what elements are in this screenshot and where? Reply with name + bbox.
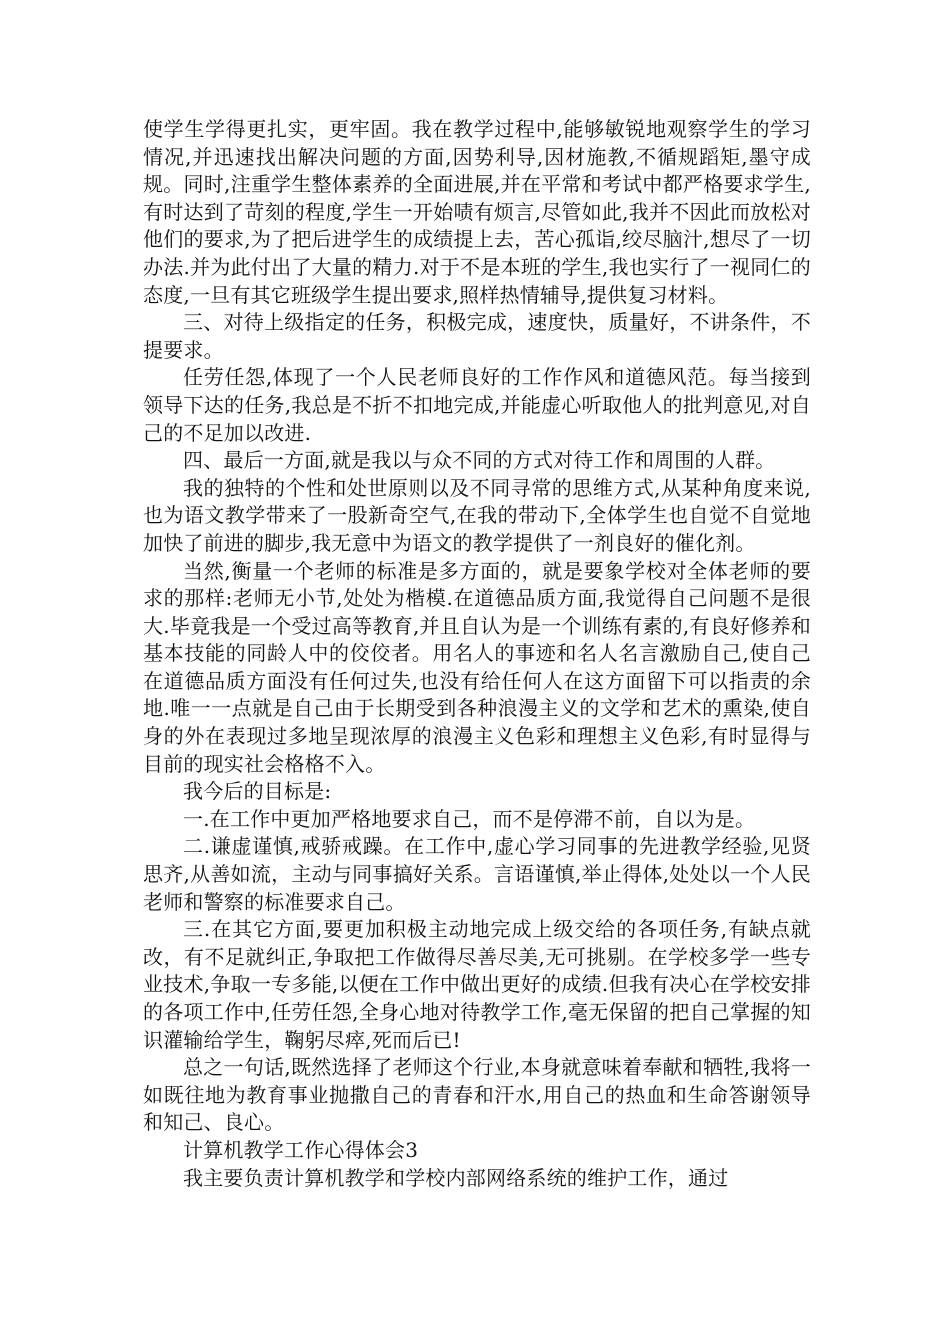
paragraph-6: 当然,衡量一个老师的标准是多方面的，就是要象学校对全体老师的要求的那样:老师无小节,处处为楷模.在道德品质方面,我觉得自己问题不是很大.毕竟我是一个受过高等教育,并且自认为是一个训练有素的,有良好修养和基本技能的同龄人中的佼佼者。用名人的事迹和名人名言激励自己,使自己在道德品质方面没有任何过失,也没有给任何人在这方面留下可以指责的余地.唯一一点就是自己由于长期受到各种浪漫主义的文学和艺术的熏染,使自身的外在表现过多地呈现浓厚的浪漫主义色彩和理想主义色彩,有时显得与目前的现实社会格格不入。 xyxy=(143,558,811,776)
section-heading: 计算机教学工作心得体会3 xyxy=(183,1137,419,1162)
paragraph-4: 四、最后一方面,就是我以与众不同的方式对待工作和周围的人群。 xyxy=(183,448,776,473)
paragraph-2: 三、对待上级指定的任务，积极完成，速度快，质量好，不讲条件，不提要求。 xyxy=(143,310,811,362)
paragraph-9: 二.谦虚谨慎,戒骄戒躁。在工作中,虚心学习同事的先进教学经验,见贤思齐,从善如流，主动与同事搞好关系。言语谨慎,举止得体,处处以一个人民老师和警察的标准要求自己。 xyxy=(143,834,811,914)
paragraph-1: 使学生学得更扎实，更牢固。我在教学过程中,能够敏锐地观察学生的学习情况,并迅速找出解决问题的方面,因势利导,因材施教,不循规蹈矩,墨守成规。同时,注重学生整体素养的全面进展,并在平常和考试中都严格要求学生,有时达到了苛刻的程度,学生一开始啧有烦言,尽管如此,我并不因此而放松对他们的要求,为了把后进学生的成绩提上去，苦心孤诣,绞尽脑汁,想尽了一切办法.并为此付出了大量的精力.对于不是本班的学生,我也实行了一视同仁的态度,一旦有其它班级学生提出要求,照样热情辅导,提供复习材料。 xyxy=(143,117,811,307)
paragraph-11: 总之一句话,既然选择了老师这个行业,本身就意味着奉献和牺牲,我将一如既往地为教育事业抛撒自己的青春和汗水,用自己的热血和生命答谢领导和知己、良心。 xyxy=(143,1055,811,1135)
paragraph-8: 一.在工作中更加严格地要求自己，而不是停滞不前，自以为是。 xyxy=(183,806,756,831)
document-page xyxy=(143,116,811,1192)
paragraph-3: 任劳任怨,体现了一个人民老师良好的工作作风和道德风范。每当接到领导下达的任务,我总是不折不扣地完成,并能虚心听取他人的批判意见,对自己的不足加以改进. xyxy=(143,365,811,445)
paragraph-5: 我的独特的个性和处世原则以及不同寻常的思维方式,从某种角度来说,也为语文教学带来了一股新奇空气,在我的带动下,全体学生也自觉不自觉地加快了前进的脚步,我无意中为语文的教学提供了一剂良好的催化剂。 xyxy=(143,475,811,555)
paragraph-12: 我主要负责计算机教学和学校内部网络系统的维护工作，通过 xyxy=(183,1165,729,1190)
paragraph-10: 三.在其它方面,要更加积极主动地完成上级交给的各项任务,有缺点就改，有不足就纠正,争取把工作做得尽善尽美,无可挑剔。在学校多学一些专业技术,争取一专多能,以便在工作中做出更好的成绩.但我有决心在学校安排的各项工作中,任劳任怨,全身心地对待教学工作,毫无保留的把自己掌握的知识灌输给学生，鞠躬尽瘁,死而后已! xyxy=(143,917,811,1052)
paragraph-7: 我今后的目标是: xyxy=(183,779,332,804)
